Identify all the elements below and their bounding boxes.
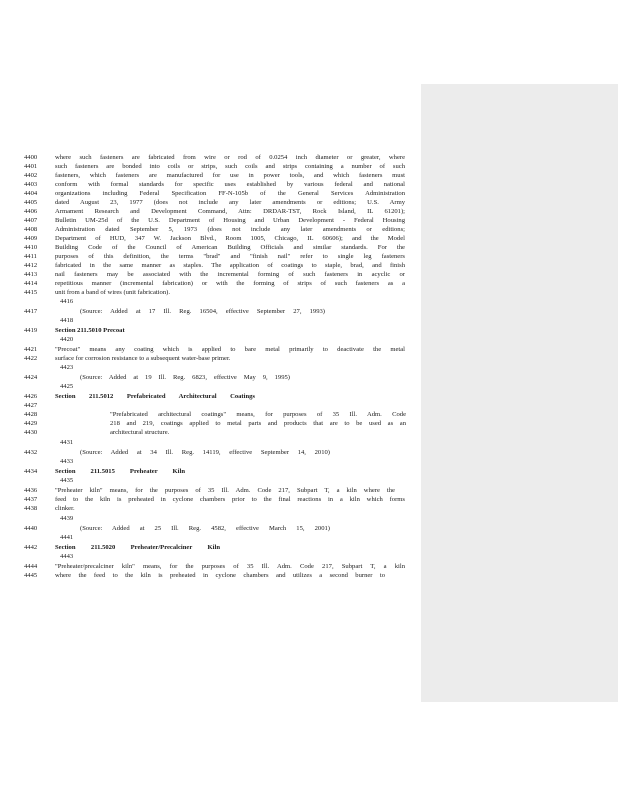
line-number: 4411: [24, 253, 37, 260]
spacer-line: [0, 363, 420, 372]
source-note: (Source: Added at 17 Ill. Reg. 16504, effective September 27, 1993): [80, 308, 325, 315]
line-text: Armament Research and Development Command, Attn: DRDAR-TST, Rock Island, IL 61201);: [55, 208, 405, 215]
spacer-line: [0, 533, 420, 542]
section-title: Section 211.5010 Precoat: [55, 327, 125, 334]
line-number: 4400: [24, 154, 38, 161]
line-number: 4444: [24, 563, 38, 570]
text-line: [0, 410, 420, 419]
text-line: [0, 270, 420, 279]
source-line: [0, 307, 420, 316]
line-number: 4401: [24, 163, 38, 170]
line-number: 4416: [60, 298, 74, 305]
line-number: 4412: [24, 262, 38, 269]
text-line: [0, 354, 420, 363]
source-note: (Source: Added at 34 Ill. Reg. 14119, effective September 14, 2010): [80, 449, 330, 456]
source-note: (Source: Added at 19 Ill. Reg. 6823, effective May 9, 1995): [80, 374, 290, 381]
section-heading: [0, 543, 420, 552]
line-text: conform with formal standards for specific uses established by various federal and national: [55, 181, 405, 188]
line-text: purposes of this definition, the terms "brad" and "finish nail" refer to single leg fasteners: [55, 253, 405, 260]
line-text: clinker.: [55, 505, 75, 512]
line-number: 4432: [24, 449, 38, 456]
text-line: [0, 171, 420, 180]
comment-pane: [421, 84, 618, 702]
line-number: 4440: [24, 525, 38, 532]
line-number: 4414: [24, 280, 38, 287]
text-line: [0, 162, 420, 171]
text-line: [0, 428, 420, 437]
line-number: 4422: [24, 355, 38, 362]
line-number: 4403: [24, 181, 38, 188]
section-title: Section 211.5015 Preheater Kiln: [55, 468, 185, 475]
line-number: 4426: [24, 393, 38, 400]
line-number: 4425: [60, 383, 74, 390]
line-number: 4428: [24, 411, 38, 418]
text-line: [0, 495, 420, 504]
line-number: 4439: [60, 515, 74, 522]
line-text: surface for corrosion resistance to a subsequent water-base primer.: [55, 355, 231, 362]
text-line: [0, 234, 420, 243]
line-number: 4405: [24, 199, 38, 206]
spacer-line: [0, 514, 420, 523]
text-line: [0, 486, 420, 495]
line-number: 4437: [24, 496, 38, 503]
text-line: [0, 243, 420, 252]
line-number: 4430: [24, 429, 38, 436]
line-number: 4404: [24, 190, 38, 197]
text-line: [0, 189, 420, 198]
line-text: Department of HUD, 347 W. Jackson Blvd., Room 1005, Chicago, IL 60606); and the Model: [55, 235, 405, 242]
line-text: 218 and 219, coatings applied to metal parts and products that are to be used as an: [110, 420, 406, 427]
text-line: [0, 504, 420, 513]
line-text: Administration dated September 5, 1973 (does not include any later amendments or editions;: [55, 226, 405, 233]
spacer-line: [0, 552, 420, 561]
line-number: 4436: [24, 487, 38, 494]
line-text: dated August 23, 1977 (does not include any later amendments or editions; U.S. Army: [55, 199, 405, 206]
line-number: 4418: [60, 317, 74, 324]
line-text: "Preheater kiln" means, for the purposes of 35 Ill. Adm. Code 217, Subpart T, a kiln where the: [55, 487, 395, 494]
line-number: 4442: [24, 544, 38, 551]
text-line: [0, 288, 420, 297]
line-number: 4410: [24, 244, 38, 251]
spacer-line: [0, 382, 420, 391]
section-title: Section 211.5012 Prefabricated Architectural Coatings: [55, 393, 255, 400]
line-number: 4429: [24, 420, 38, 427]
section-heading: [0, 467, 420, 476]
spacer-line: [0, 401, 420, 410]
line-number: 4409: [24, 235, 38, 242]
text-line: [0, 180, 420, 189]
text-line: [0, 571, 420, 580]
source-line: [0, 373, 420, 382]
line-number: 4431: [60, 439, 74, 446]
text-line: [0, 216, 420, 225]
source-line: [0, 524, 420, 533]
spacer-line: [0, 316, 420, 325]
line-text: "Precoat" means any coating which is applied to bare metal primarily to deactivate the metal: [55, 346, 405, 353]
line-number: 4423: [60, 364, 74, 371]
line-number: 4435: [60, 477, 74, 484]
text-line: [0, 153, 420, 162]
text-line: [0, 279, 420, 288]
line-number: 4421: [24, 346, 38, 353]
section-heading: [0, 326, 420, 335]
line-number: 4417: [24, 308, 38, 315]
line-text: fasteners, which fasteners are manufactured for use in power tools, and which fasteners must: [55, 172, 405, 179]
line-number: 4408: [24, 226, 38, 233]
line-number: 4427: [24, 402, 38, 409]
line-text: organizations including Federal Specification FF-N-105b of the General Services Administration: [55, 190, 405, 197]
line-text: unit from a band of wires (unit fabrication).: [55, 289, 170, 296]
section-heading: [0, 392, 420, 401]
line-number: 4413: [24, 271, 38, 278]
line-text: such fasteners are bonded into coils or strips, such coils and strips containing a number of such: [55, 163, 405, 170]
line-number: 4438: [24, 505, 38, 512]
text-line: [0, 252, 420, 261]
spacer-line: [0, 476, 420, 485]
text-line: [0, 225, 420, 234]
text-line: [0, 419, 420, 428]
spacer-line: [0, 335, 420, 344]
text-line: [0, 198, 420, 207]
line-text: nail fasteners may be associated with the incremental forming of such fasteners in acyclic or: [55, 271, 405, 278]
line-number: 4419: [24, 327, 38, 334]
line-number: 4402: [24, 172, 38, 179]
line-number: 4407: [24, 217, 38, 224]
line-text: feed to the kiln is preheated in cyclone chambers prior to the final reactions in a kiln which forms: [55, 496, 405, 503]
spacer-line: [0, 438, 420, 447]
line-text: where such fasteners are fabricated from wire or rod of 0.0254 inch diameter or greater, where: [55, 154, 405, 161]
source-note: (Source: Added at 25 Ill. Reg. 4582, effective March 15, 2001): [80, 525, 330, 532]
line-number: 4441: [60, 534, 74, 541]
line-number: 4406: [24, 208, 38, 215]
line-text: fabricated in the same manner as staples. The application of coatings to staple, brad, and finish: [55, 262, 405, 269]
text-line: [0, 562, 420, 571]
text-line: [0, 207, 420, 216]
text-line: [0, 261, 420, 270]
line-text: Building Code of the Council of American Building Officials and similar standards. For the: [55, 244, 405, 251]
spacer-line: [0, 297, 420, 306]
line-number: 4420: [60, 336, 74, 343]
spacer-line: [0, 457, 420, 466]
line-text: architectural structure.: [110, 429, 170, 436]
line-number: 4415: [24, 289, 38, 296]
source-line: [0, 448, 420, 457]
line-number: 4443: [60, 553, 74, 560]
line-number: 4434: [24, 468, 38, 475]
line-text: repetitious manner (incremental fabrication) or with the forming of strips of such fasteners as a: [55, 280, 405, 287]
line-text: Bulletin UM-25d of the U.S. Department of Housing and Urban Development - Federal Housing: [55, 217, 405, 224]
line-number: 4424: [24, 374, 38, 381]
line-number: 4445: [24, 572, 38, 579]
line-text: "Preheater/precalciner kiln" means, for the purposes of 35 Ill. Adm. Code 217, Subpart T, a kiln: [55, 563, 405, 570]
line-text: where the feed to the kiln is preheated in cyclone chambers and utilizes a second burner to: [55, 572, 385, 579]
section-title: Section 211.5020 Preheater/Precalciner Kiln: [55, 544, 220, 551]
line-number: 4433: [60, 458, 74, 465]
line-text: "Prefabricated architectural coatings" means, for purposes of 35 Ill. Adm. Code: [110, 411, 406, 418]
text-line: [0, 345, 420, 354]
